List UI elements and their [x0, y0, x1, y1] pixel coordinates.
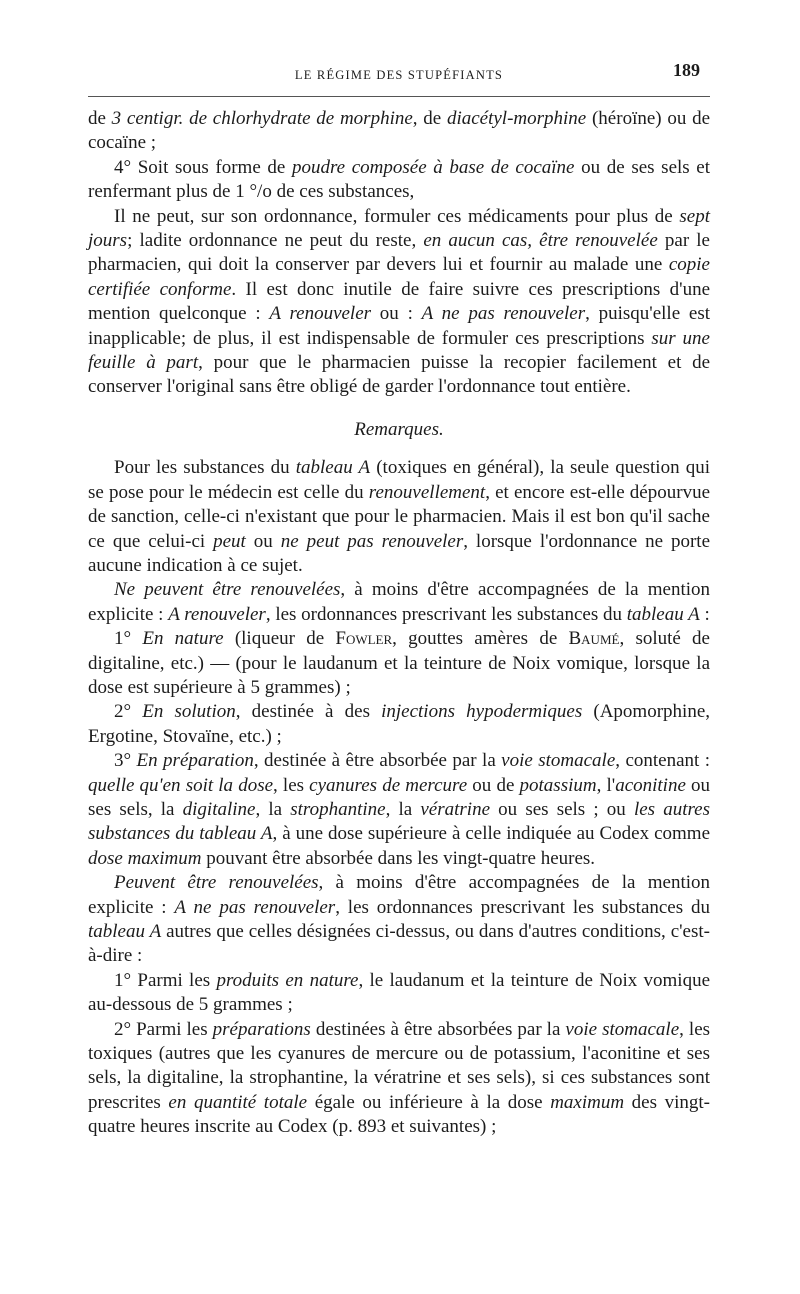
- italic-text: tableau A: [295, 457, 371, 479]
- italic-text: tableau A: [88, 921, 162, 942]
- italic-text: aconitine: [615, 774, 686, 796]
- text-run: ou ses sels, la: [88, 774, 711, 820]
- text-run: , le laudanum et la teinture de Noix vomique au-dessous de 5 grammes ;: [88, 969, 710, 1016]
- text-run: ou: [245, 530, 281, 552]
- text-run: ou de ses sels et renfermant plus de 1 °/o de ces substances,: [88, 156, 711, 203]
- text-run: , et encore est-elle dépourvue de sanction, celle-ci n'existant que pour le pharmacien. Mais il est bon qu'il sache ce que celui-ci: [88, 481, 710, 552]
- page-number: 189: [673, 60, 700, 80]
- body-text: [88, 107, 710, 1140]
- text-run: ou de: [467, 774, 520, 796]
- text-run: , soluté de digitaline, etc.) — (pour le laudanum et la teinture de Noix vomique, lorsque la dose est supérieure à 5 grammes) ;: [88, 628, 710, 698]
- text-run: , de: [412, 108, 447, 129]
- text-run: (héroïne) ou de cocaïne ;: [88, 108, 711, 154]
- text-run: , à moins d'être accompagnées de la mention explicite :: [88, 872, 711, 918]
- italic-text: maximum: [550, 1091, 625, 1113]
- text-run: , contenant :: [615, 750, 711, 772]
- text-run: pouvant être absorbée dans les vingt-quatre heures.: [201, 847, 596, 869]
- italic-text: Ne peuvent être renouvelées: [114, 579, 341, 601]
- italic-text: diacétyl-morphine: [446, 108, 587, 129]
- text-run: ou ses sels ; ou: [490, 798, 634, 820]
- paragraph: [88, 627, 710, 700]
- italic-text: digitaline: [182, 798, 256, 820]
- italic-text: A ne pas renouveler: [421, 303, 586, 325]
- italic-text: en aucun cas, être renouvelée: [423, 230, 658, 252]
- text-run: , les ordonnances prescrivant les substances du: [335, 896, 710, 918]
- italic-text: préparations: [212, 1018, 311, 1040]
- text-run: ; ladite ordonnance ne peut du reste,: [127, 230, 424, 252]
- italic-text: Peuvent être renouvelées: [114, 872, 319, 894]
- text-run: , la: [255, 798, 291, 820]
- text-run: 1° Parmi les: [114, 969, 217, 991]
- italic-text: quelle qu'en soit la dose: [88, 774, 274, 796]
- italic-text: A renouveler: [269, 303, 372, 325]
- text-run: Il ne peut, sur son ordonnance, formuler ces médicaments pour plus de: [114, 205, 680, 227]
- paragraph: [88, 205, 710, 400]
- small-caps-text: Baumé: [568, 628, 620, 650]
- text-run: :: [699, 603, 710, 625]
- text-run: (toxiques en général), la seule question qui se pose pour le médecin est celle du: [88, 457, 710, 503]
- text-run: autres que celles désignées ci-dessus, ou dans d'autres conditions, c'est-à-dire :: [88, 921, 710, 967]
- text-run: des vingt-quatre heures inscrite au Codex (p. 893 et suivantes) ;: [88, 1091, 710, 1138]
- text-run: 3°: [114, 750, 137, 772]
- text-run: , les: [273, 774, 310, 796]
- italic-text: tableau A: [626, 603, 700, 625]
- paragraph: [88, 749, 710, 871]
- paragraph: [88, 871, 710, 969]
- italic-text: potassium: [519, 774, 597, 796]
- text-run: 2° Parmi les: [114, 1018, 213, 1040]
- text-run: 1°: [114, 628, 143, 650]
- text-run: (Apomorphine, Ergotine, Stovaïne, etc.) ;: [88, 701, 710, 747]
- header-rule: [88, 96, 710, 97]
- italic-text: produits en nature: [216, 969, 359, 991]
- paragraph: [88, 1018, 710, 1140]
- italic-text: poudre composée à base de cocaïne: [291, 156, 575, 178]
- text-run: ou :: [371, 303, 422, 325]
- italic-text: voie stomacale: [565, 1018, 680, 1040]
- italic-text: voie stomacale: [501, 750, 616, 772]
- italic-text: sur une feuille à part: [88, 327, 710, 374]
- section-heading: [88, 418, 710, 442]
- text-run: de: [88, 108, 112, 129]
- text-run: , les ordonnances prescrivant les substances du: [265, 603, 627, 625]
- text-run: , la: [385, 798, 421, 820]
- italic-text: dose maximum: [88, 847, 202, 869]
- italic-text: renouvellement: [368, 481, 486, 503]
- text-run: 4° Soit sous forme de: [114, 156, 292, 178]
- italic-text: ne peut pas renouveler: [280, 530, 464, 552]
- italic-text: strophantine: [290, 798, 386, 820]
- text-run: , pour que le pharmacien puisse la recopier facilement et de conserver l'original sans être obligé de garder l'ordonnance tout entière.: [88, 352, 711, 398]
- italic-text: En nature: [142, 628, 224, 650]
- italic-text: cyanures de mercure: [309, 774, 468, 796]
- text-run: par le pharmacien, qui doit la conserver par devers lui et fournir au malade une: [88, 230, 710, 276]
- text-run: destinées à être absorbées par la: [310, 1018, 566, 1040]
- italic-text: En solution: [142, 701, 236, 723]
- text-run: . Il est donc inutile de faire suivre ces prescriptions d'une mention quelconque :: [88, 278, 710, 325]
- paragraph: [88, 578, 710, 627]
- text-run: égale ou inférieure à la dose: [307, 1091, 551, 1113]
- italic-text: A renouveler: [168, 603, 266, 625]
- text-run: , destinée à des: [235, 701, 382, 723]
- small-caps-text: Fowler: [335, 628, 393, 650]
- page-header: [88, 60, 710, 90]
- text-run: , puisqu'elle est inapplicable; de plus, il est indispensable de formuler ces prescriptions: [88, 303, 711, 349]
- italic-text: vératrine: [420, 798, 491, 820]
- italic-text: peut: [213, 530, 246, 552]
- text-run: , l': [596, 774, 616, 796]
- text-run: 2°: [114, 701, 143, 723]
- running-head: LE RÉGIME DES STUPÉFIANTS: [294, 68, 504, 82]
- italic-text: sept jours: [88, 205, 710, 252]
- text-run: , gouttes amères de: [392, 628, 569, 650]
- paragraph: [88, 969, 710, 1018]
- italic-text: 3 centigr. de chlorhydrate de morphine: [111, 108, 413, 129]
- italic-text: A ne pas renouveler: [174, 896, 336, 918]
- italic-text: en quantité totale: [168, 1091, 308, 1113]
- text-run: , les toxiques (autres que les cyanures de mercure ou de potassium, l'aconitine et ses sels, la digitaline, la strophantine, la vératrine et ses sels), si ces substances sont prescrites: [88, 1018, 711, 1113]
- text-run: , lorsque l'ordonnance ne porte aucune indication à ce sujet.: [88, 530, 711, 576]
- paragraph: [88, 156, 710, 205]
- italic-text: copie certifiée conforme: [88, 254, 710, 300]
- italic-text: injections hypodermiques: [381, 701, 583, 723]
- text-run: , destinée à être absorbée par la: [253, 750, 502, 772]
- italic-text: les autres substances du tableau A: [88, 798, 710, 845]
- italic-text: Remarques.: [354, 418, 444, 440]
- text-run: , à une dose supérieure à celle indiquée au Codex comme: [272, 823, 710, 845]
- text-run: Pour les substances du: [114, 457, 296, 479]
- paragraph: [88, 107, 710, 156]
- italic-text: En préparation: [136, 750, 254, 772]
- text-run: , à moins d'être accompagnées de la mention explicite :: [88, 579, 711, 625]
- text-run: (liqueur de: [223, 628, 336, 650]
- paragraph: [88, 456, 710, 578]
- paragraph: [88, 700, 710, 749]
